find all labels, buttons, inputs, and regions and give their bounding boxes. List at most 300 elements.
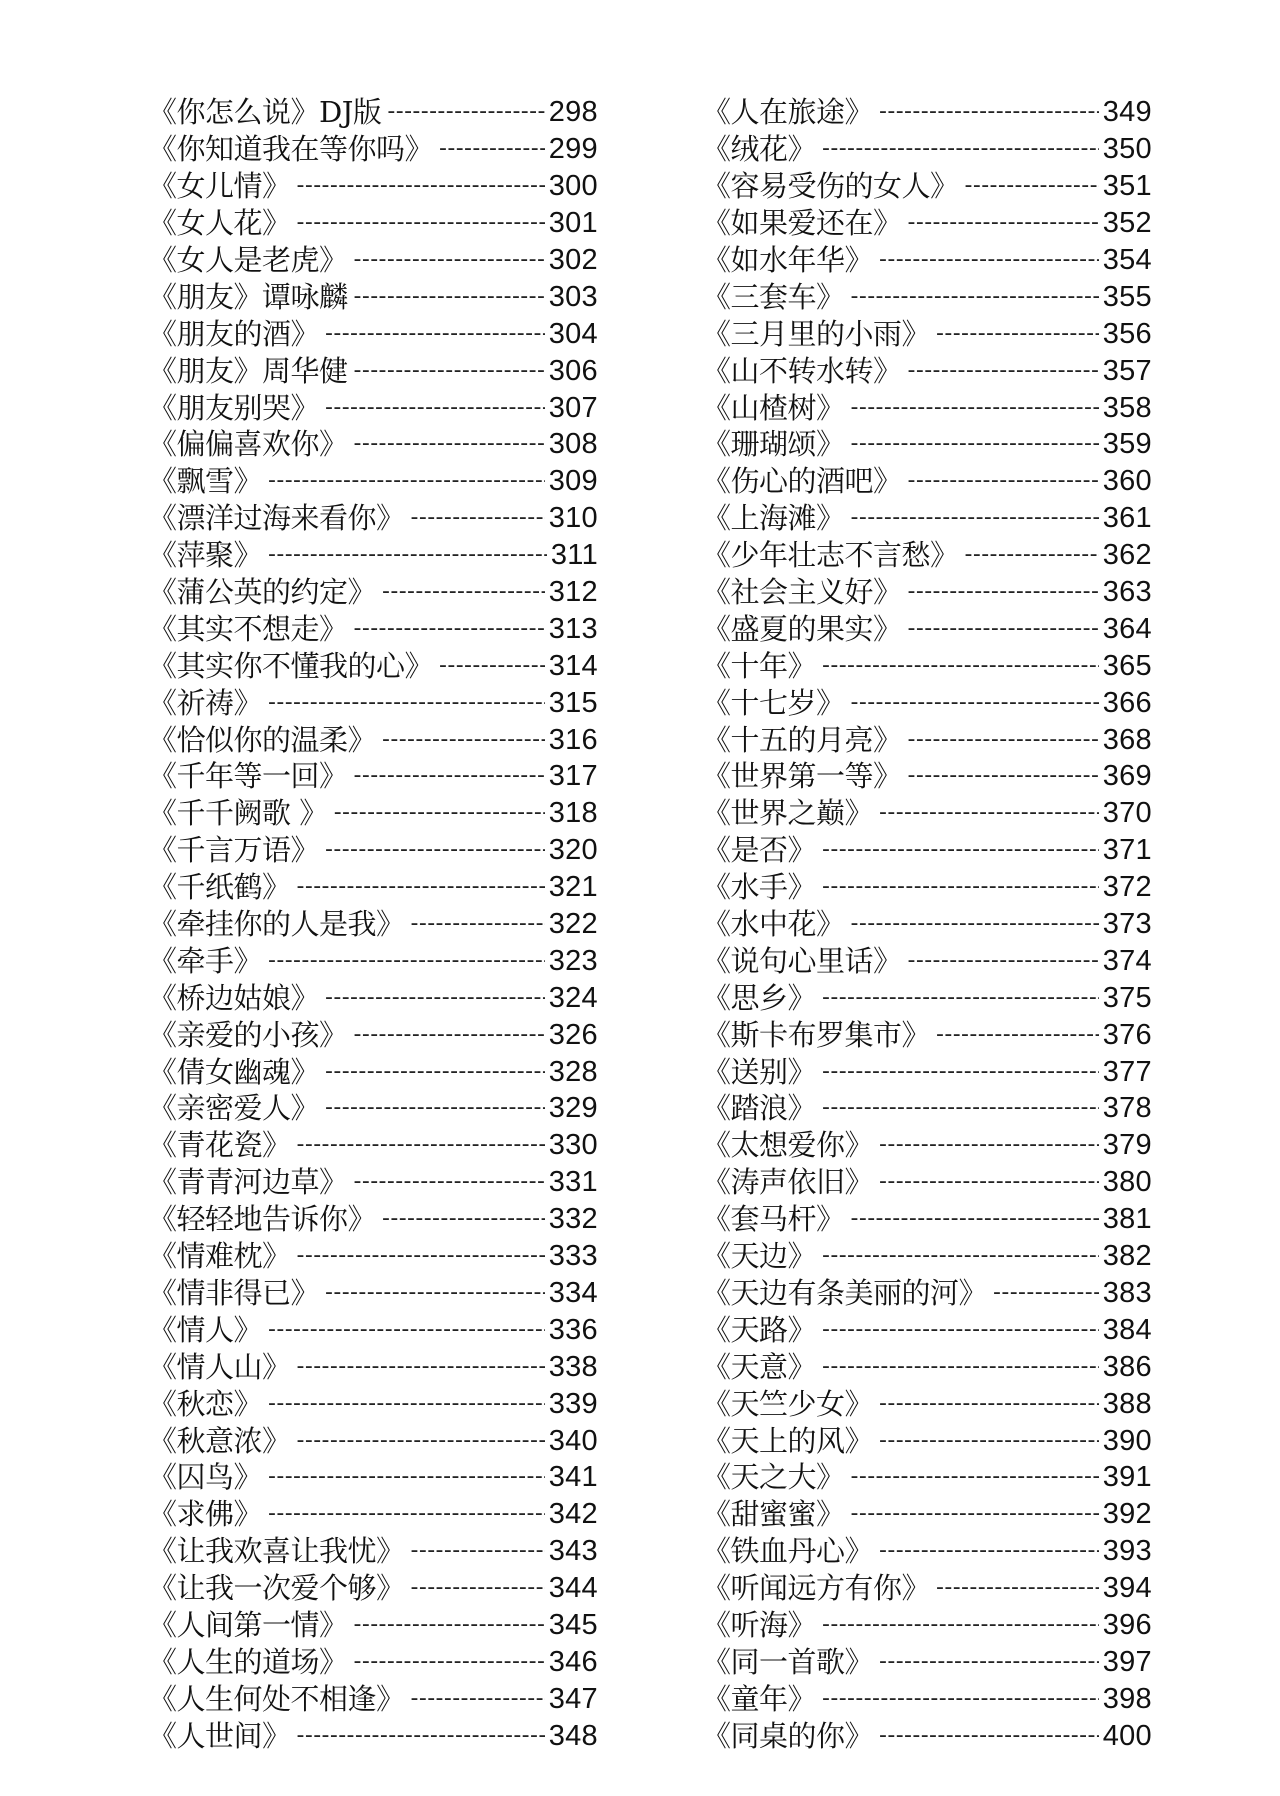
toc-entry xyxy=(148,1127,598,1164)
dot-leader xyxy=(354,758,545,794)
song-title: 《同一首歌》 xyxy=(702,1644,874,1679)
toc-entry xyxy=(702,610,1152,647)
dot-leader xyxy=(822,1054,1099,1090)
song-title: 《上海滩》 xyxy=(702,501,845,536)
toc-entry xyxy=(148,537,598,574)
dot-leader xyxy=(851,1459,1099,1495)
song-title: 《青青河边草》 xyxy=(148,1165,348,1200)
toc-entry xyxy=(148,463,598,500)
song-title: 《囚鸟》 xyxy=(148,1460,263,1495)
page-number: 383 xyxy=(1102,1276,1152,1309)
song-title: 《人生何处不相逢》 xyxy=(148,1681,405,1716)
page-number: 318 xyxy=(548,797,598,830)
page-number: 390 xyxy=(1102,1424,1152,1457)
dot-leader xyxy=(822,1681,1099,1717)
page-number: 328 xyxy=(548,1055,598,1088)
toc-entry xyxy=(148,610,598,647)
song-title: 《世界第一等》 xyxy=(702,759,902,794)
dot-leader xyxy=(439,131,545,167)
song-title: 《如果爱还在》 xyxy=(702,206,902,241)
song-title: 《蒲公英的约定》 xyxy=(148,575,377,610)
dot-leader xyxy=(879,1644,1099,1680)
dot-leader xyxy=(325,1275,545,1311)
dot-leader xyxy=(908,943,1099,979)
toc-entry xyxy=(148,795,598,832)
dot-leader xyxy=(325,980,545,1016)
page-number: 377 xyxy=(1102,1055,1152,1088)
page-number: 394 xyxy=(1102,1572,1152,1605)
page-number: 323 xyxy=(548,944,598,977)
dot-leader xyxy=(354,1017,545,1053)
song-title: 《朋友别哭》 xyxy=(148,390,320,425)
toc-entry xyxy=(702,168,1152,205)
toc-entry xyxy=(148,1201,598,1238)
page-number: 384 xyxy=(1102,1313,1152,1346)
dot-leader xyxy=(879,94,1099,130)
dot-leader xyxy=(297,1718,545,1754)
toc-entry xyxy=(702,1385,1152,1422)
page-number: 308 xyxy=(548,428,598,461)
dot-leader xyxy=(382,722,545,758)
dot-leader xyxy=(822,869,1099,905)
song-title: 《涛声依旧》 xyxy=(702,1165,874,1200)
page-number: 398 xyxy=(1102,1682,1152,1715)
page-number: 333 xyxy=(548,1240,598,1273)
dot-leader xyxy=(908,353,1099,389)
song-title: 《朋友的酒》 xyxy=(148,316,320,351)
toc-entry xyxy=(148,832,598,869)
toc-entry xyxy=(702,278,1152,315)
dot-leader xyxy=(334,795,545,831)
dot-leader xyxy=(268,685,545,721)
song-title: 《亲爱的小孩》 xyxy=(148,1017,348,1052)
toc-entry xyxy=(702,647,1152,684)
page-number: 307 xyxy=(548,391,598,424)
song-title: 《秋意浓》 xyxy=(148,1423,291,1458)
dot-leader xyxy=(325,832,545,868)
page-number: 300 xyxy=(548,170,598,203)
song-title: 《送别》 xyxy=(702,1054,817,1089)
song-title: 《三月里的小雨》 xyxy=(702,316,931,351)
song-title: 《天边有条美丽的河》 xyxy=(702,1275,988,1310)
song-title: 《情人山》 xyxy=(148,1349,291,1384)
dot-leader xyxy=(822,131,1099,167)
toc-entry xyxy=(702,1311,1152,1348)
toc-entry xyxy=(702,1090,1152,1127)
page-number: 351 xyxy=(1102,170,1152,203)
dot-leader xyxy=(354,1607,545,1643)
dot-leader xyxy=(268,537,547,573)
song-title: 《青花瓷》 xyxy=(148,1128,291,1163)
page-number: 358 xyxy=(1102,391,1152,424)
toc-entry xyxy=(702,1570,1152,1607)
dot-leader xyxy=(411,500,545,536)
page-number: 388 xyxy=(1102,1387,1152,1420)
page-number: 391 xyxy=(1102,1461,1152,1494)
dot-leader xyxy=(297,1349,545,1385)
song-title: 《天路》 xyxy=(702,1312,817,1347)
page-number: 381 xyxy=(1102,1203,1152,1236)
toc-entry xyxy=(702,1422,1152,1459)
page-number: 375 xyxy=(1102,981,1152,1014)
dot-leader xyxy=(908,611,1099,647)
toc-entry xyxy=(702,1348,1152,1385)
toc-entry xyxy=(148,1680,598,1717)
toc-entry xyxy=(702,869,1152,906)
page-number: 338 xyxy=(548,1350,598,1383)
toc-entry xyxy=(702,500,1152,537)
toc-entry xyxy=(702,389,1152,426)
page-number: 366 xyxy=(1102,686,1152,719)
page-number: 357 xyxy=(1102,354,1152,387)
dot-leader xyxy=(879,242,1099,278)
song-title: 《说句心里话》 xyxy=(702,943,902,978)
page-number: 321 xyxy=(548,871,598,904)
page-number: 374 xyxy=(1102,944,1152,977)
song-title: 《情难枕》 xyxy=(148,1239,291,1274)
page-number: 331 xyxy=(548,1166,598,1199)
toc-entry xyxy=(148,1016,598,1053)
song-title: 《铁血丹心》 xyxy=(702,1534,874,1569)
song-title: 《祈祷》 xyxy=(148,685,263,720)
page-number: 298 xyxy=(548,96,598,129)
song-title: 《情非得已》 xyxy=(148,1275,320,1310)
toc-entry xyxy=(702,758,1152,795)
song-title: 《少年壮志不言愁》 xyxy=(702,538,959,573)
song-title: 《十七岁》 xyxy=(702,685,845,720)
song-title: 《千言万语》 xyxy=(148,833,320,868)
song-title: 《听闻远方有你》 xyxy=(702,1571,931,1606)
song-title: 《伤心的酒吧》 xyxy=(702,464,902,499)
toc-entry xyxy=(148,979,598,1016)
page-number: 330 xyxy=(548,1129,598,1162)
toc-entry xyxy=(148,242,598,279)
toc-entry xyxy=(148,1053,598,1090)
toc-entry xyxy=(702,906,1152,943)
dot-leader xyxy=(382,574,545,610)
page-number: 365 xyxy=(1102,649,1152,682)
toc-entry xyxy=(148,574,598,611)
song-title: 《女儿情》 xyxy=(148,169,291,204)
page-number: 349 xyxy=(1102,96,1152,129)
toc-entry xyxy=(702,795,1152,832)
dot-leader xyxy=(851,685,1099,721)
page-number: 348 xyxy=(548,1719,598,1752)
toc-entry xyxy=(702,979,1152,1016)
dot-leader xyxy=(822,648,1099,684)
dot-leader xyxy=(297,1238,545,1274)
toc-entry xyxy=(148,1238,598,1275)
dot-leader xyxy=(439,648,545,684)
dot-leader xyxy=(936,316,1099,352)
page-number: 311 xyxy=(550,539,598,572)
song-title: 《人间第一情》 xyxy=(148,1607,348,1642)
song-title: 《山不转水转》 xyxy=(702,353,902,388)
toc-entry xyxy=(702,1201,1152,1238)
page-number: 339 xyxy=(548,1387,598,1420)
song-title: 《萍聚》 xyxy=(148,538,263,573)
song-title: 《求佛》 xyxy=(148,1497,263,1532)
song-title: 《天竺少女》 xyxy=(702,1386,874,1421)
page-number: 329 xyxy=(548,1092,598,1125)
toc-entry xyxy=(702,1607,1152,1644)
dot-leader xyxy=(387,94,544,130)
dot-leader xyxy=(851,1201,1099,1237)
dot-leader xyxy=(822,1312,1099,1348)
page-number: 350 xyxy=(1102,133,1152,166)
dot-leader xyxy=(851,279,1099,315)
dot-leader xyxy=(965,537,1099,573)
dot-leader xyxy=(411,1681,545,1717)
dot-leader xyxy=(325,1090,545,1126)
dot-leader xyxy=(325,316,545,352)
toc-entry xyxy=(148,906,598,943)
toc-entry xyxy=(702,1016,1152,1053)
song-title: 《朋友》周华健 xyxy=(148,353,348,388)
toc-entry xyxy=(148,1533,598,1570)
song-title: 《十五的月亮》 xyxy=(702,722,902,757)
toc-entry xyxy=(148,1348,598,1385)
dot-leader xyxy=(879,1533,1099,1569)
toc-entry xyxy=(702,1275,1152,1312)
dot-leader xyxy=(354,1644,545,1680)
toc-entry xyxy=(148,168,598,205)
toc-entry xyxy=(702,574,1152,611)
page-number: 322 xyxy=(548,908,598,941)
dot-leader xyxy=(354,242,545,278)
song-title: 《飘雪》 xyxy=(148,464,263,499)
toc-entry xyxy=(148,315,598,352)
dot-leader xyxy=(908,205,1099,241)
page-number: 362 xyxy=(1102,539,1152,572)
toc-entry xyxy=(148,684,598,721)
page-number: 363 xyxy=(1102,576,1152,609)
toc-entry xyxy=(148,278,598,315)
song-title: 《千年等一回》 xyxy=(148,759,348,794)
dot-leader xyxy=(354,1164,545,1200)
dot-leader xyxy=(822,1607,1099,1643)
page-number: 301 xyxy=(548,207,598,240)
dot-leader xyxy=(879,1718,1099,1754)
dot-leader xyxy=(297,1423,545,1459)
song-title: 《亲密爱人》 xyxy=(148,1091,320,1126)
dot-leader xyxy=(851,500,1099,536)
song-title: 《倩女幽魂》 xyxy=(148,1054,320,1089)
toc-entry xyxy=(148,1717,598,1754)
page-number: 397 xyxy=(1102,1645,1152,1678)
toc-entry xyxy=(702,1127,1152,1164)
song-title: 《社会主义好》 xyxy=(702,575,902,610)
song-title: 《让我一次爱个够》 xyxy=(148,1571,405,1606)
song-title: 《桥边姑娘》 xyxy=(148,980,320,1015)
dot-leader xyxy=(879,1127,1099,1163)
toc-entry xyxy=(148,1422,598,1459)
song-title: 《水手》 xyxy=(702,870,817,905)
page-number: 310 xyxy=(548,502,598,535)
dot-leader xyxy=(908,574,1099,610)
toc-entry xyxy=(702,315,1152,352)
page-number: 334 xyxy=(548,1276,598,1309)
dot-leader xyxy=(354,611,545,647)
page-number: 313 xyxy=(548,612,598,645)
toc-entry xyxy=(702,537,1152,574)
song-title: 《天上的风》 xyxy=(702,1423,874,1458)
page-number: 342 xyxy=(548,1498,598,1531)
toc-entry xyxy=(702,1496,1152,1533)
page-number: 368 xyxy=(1102,723,1152,756)
song-title: 《女人是老虎》 xyxy=(148,243,348,277)
dot-leader xyxy=(908,463,1099,499)
toc-entry xyxy=(702,942,1152,979)
song-title: 《其实你不懂我的心》 xyxy=(148,648,434,683)
dot-leader xyxy=(268,1496,545,1532)
toc-entry xyxy=(702,1164,1152,1201)
toc-entry xyxy=(148,758,598,795)
page-number: 380 xyxy=(1102,1166,1152,1199)
toc-entry xyxy=(702,832,1152,869)
dot-leader xyxy=(879,795,1099,831)
page-number: 312 xyxy=(548,576,598,609)
toc-entry xyxy=(702,1459,1152,1496)
page-number: 364 xyxy=(1102,612,1152,645)
song-title: 《人在旅途》 xyxy=(702,95,874,130)
dot-leader xyxy=(965,168,1099,204)
dot-leader xyxy=(993,1275,1099,1311)
page-number: 324 xyxy=(548,981,598,1014)
dot-leader xyxy=(411,1533,545,1569)
dot-leader xyxy=(354,426,545,462)
toc-entry xyxy=(702,242,1152,279)
dot-leader xyxy=(297,168,545,204)
dot-leader xyxy=(268,1459,545,1495)
song-title: 《其实不想走》 xyxy=(148,611,348,646)
toc-entry xyxy=(702,721,1152,758)
page-number: 393 xyxy=(1102,1535,1152,1568)
page-number: 314 xyxy=(548,649,598,682)
page-number: 356 xyxy=(1102,317,1152,350)
toc-entry xyxy=(702,205,1152,242)
song-title: 《千纸鹤》 xyxy=(148,870,291,905)
page-number: 392 xyxy=(1102,1498,1152,1531)
page-number: 345 xyxy=(548,1608,598,1641)
toc-entry xyxy=(702,426,1152,463)
song-title: 《十年》 xyxy=(702,648,817,683)
dot-leader xyxy=(851,1496,1099,1532)
page-number: 378 xyxy=(1102,1092,1152,1125)
toc-entry xyxy=(148,131,598,168)
dot-leader xyxy=(354,353,545,389)
dot-leader xyxy=(879,1423,1099,1459)
song-title: 《是否》 xyxy=(702,833,817,868)
song-title: 《牵手》 xyxy=(148,943,263,978)
dot-leader xyxy=(851,906,1099,942)
toc-entry xyxy=(148,1496,598,1533)
toc-entry xyxy=(148,1385,598,1422)
toc-column-left xyxy=(148,94,598,1754)
page-number: 352 xyxy=(1102,207,1152,240)
page-number: 379 xyxy=(1102,1129,1152,1162)
dot-leader xyxy=(297,1127,545,1163)
song-title: 《秋恋》 xyxy=(148,1386,263,1421)
page-number: 317 xyxy=(548,760,598,793)
page-number: 386 xyxy=(1102,1350,1152,1383)
song-title: 《偏偏喜欢你》 xyxy=(148,427,348,462)
dot-leader xyxy=(411,906,545,942)
dot-leader xyxy=(936,1570,1099,1606)
song-title: 《山楂树》 xyxy=(702,390,845,425)
page-number: 303 xyxy=(548,280,598,313)
song-title: 《天边》 xyxy=(702,1239,817,1274)
page-number: 320 xyxy=(548,834,598,867)
dot-leader xyxy=(268,943,545,979)
dot-leader xyxy=(297,205,545,241)
dot-leader xyxy=(268,463,545,499)
song-title: 《女人花》 xyxy=(148,206,291,241)
page-number: 299 xyxy=(548,133,598,166)
song-title: 《人生的道场》 xyxy=(148,1644,348,1679)
toc-entry xyxy=(148,1275,598,1312)
toc-entry xyxy=(702,131,1152,168)
toc-entry xyxy=(702,352,1152,389)
toc-entry xyxy=(148,94,598,131)
page-number: 309 xyxy=(548,465,598,498)
toc-entry xyxy=(148,1570,598,1607)
toc-entry xyxy=(148,721,598,758)
song-title: 《童年》 xyxy=(702,1681,817,1716)
song-title: 《如水年华》 xyxy=(702,243,874,277)
dot-leader xyxy=(268,1386,545,1422)
dot-leader xyxy=(851,426,1099,462)
song-title: 《水中花》 xyxy=(702,907,845,942)
page-number: 326 xyxy=(548,1018,598,1051)
song-title: 《甜蜜蜜》 xyxy=(702,1497,845,1532)
page-number: 370 xyxy=(1102,797,1152,830)
song-title: 《天意》 xyxy=(702,1349,817,1384)
song-title: 《世界之巅》 xyxy=(702,796,874,831)
page-number: 340 xyxy=(548,1424,598,1457)
toc-entry xyxy=(702,1533,1152,1570)
dot-leader xyxy=(822,832,1099,868)
toc-entry xyxy=(148,1643,598,1680)
page-number: 361 xyxy=(1102,502,1152,535)
song-title: 《你知道我在等你吗》 xyxy=(148,132,434,167)
song-title: 《珊瑚颂》 xyxy=(702,427,845,462)
toc-entry xyxy=(148,352,598,389)
page-number: 396 xyxy=(1102,1608,1152,1641)
song-title: 《斯卡布罗集市》 xyxy=(702,1017,931,1052)
toc-entry xyxy=(702,463,1152,500)
toc-entry xyxy=(702,684,1152,721)
toc-entry xyxy=(702,1717,1152,1754)
toc-entry xyxy=(702,94,1152,131)
toc-entry xyxy=(148,647,598,684)
page-number: 373 xyxy=(1102,908,1152,941)
toc-entry xyxy=(148,1090,598,1127)
song-title: 《盛夏的果实》 xyxy=(702,611,902,646)
song-title: 《轻轻地告诉你》 xyxy=(148,1202,377,1237)
toc-entry xyxy=(148,205,598,242)
page-number: 371 xyxy=(1102,834,1152,867)
page-number: 346 xyxy=(548,1645,598,1678)
page-number: 359 xyxy=(1102,428,1152,461)
page-number: 332 xyxy=(548,1203,598,1236)
page-number: 382 xyxy=(1102,1240,1152,1273)
dot-leader xyxy=(325,390,545,426)
dot-leader xyxy=(382,1201,545,1237)
song-title: 《套马杆》 xyxy=(702,1202,845,1237)
page-number: 400 xyxy=(1102,1719,1152,1752)
page-number: 372 xyxy=(1102,871,1152,904)
